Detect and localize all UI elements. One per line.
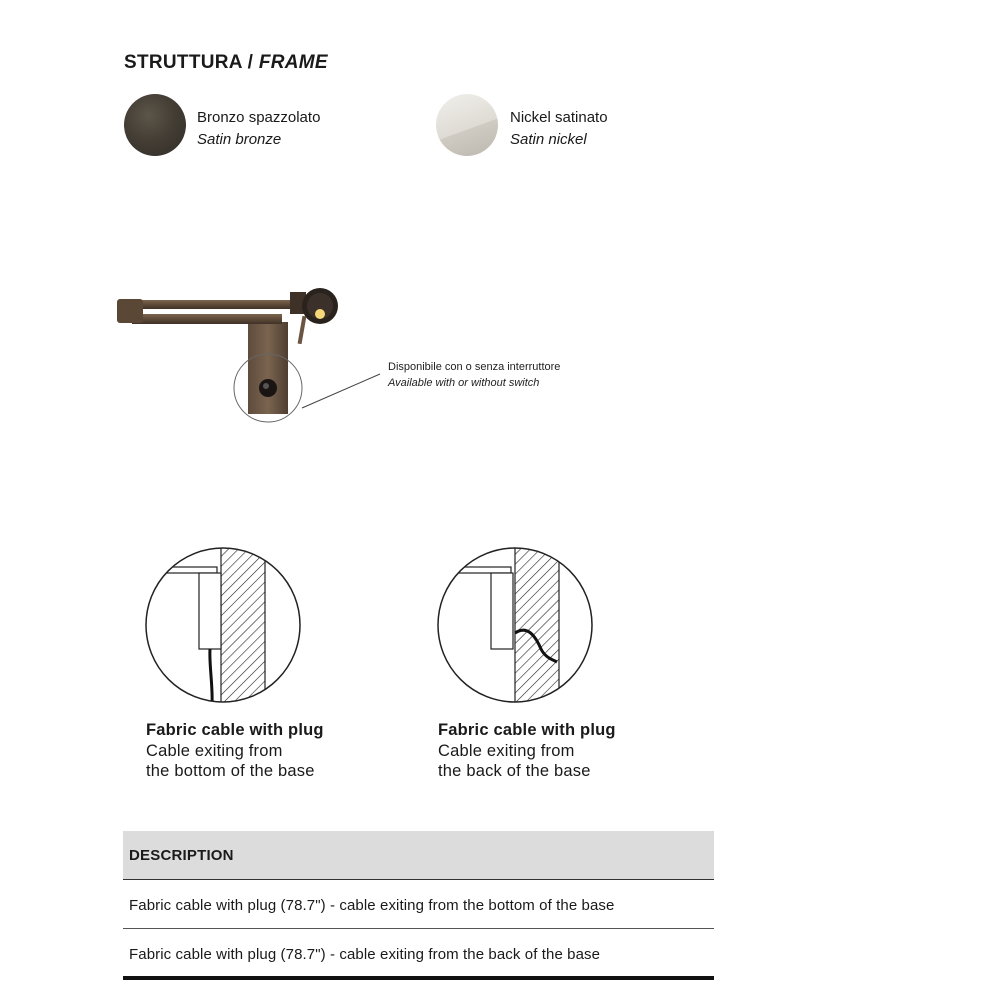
nickel-swatch xyxy=(436,94,498,156)
cable-back-line2: the back of the base xyxy=(438,762,591,780)
cable-back-diagram xyxy=(435,545,595,705)
lamp-light-icon xyxy=(315,309,325,319)
wall-hatch xyxy=(221,545,265,705)
lamp-lower-arm xyxy=(132,314,282,324)
lamp-stem xyxy=(298,316,307,344)
section-title-en: FRAME xyxy=(258,52,328,73)
cable-bottom-line1: Cable exiting from xyxy=(146,741,283,760)
section-title-it: STRUTTURA / xyxy=(124,52,259,73)
nickel-name-en: Satin nickel xyxy=(510,131,587,148)
callout-leader-line xyxy=(302,374,380,408)
nickel-name-it: Nickel satinato xyxy=(510,109,608,126)
cable-bottom-line2: the bottom of the base xyxy=(146,762,315,780)
description-row: Fabric cable with plug (78.7") - cable exiting from the bottom of the base xyxy=(123,880,714,929)
bronze-name-en: Satin bronze xyxy=(197,131,282,148)
description-table xyxy=(123,831,714,980)
cable-bottom-diagram xyxy=(143,545,303,705)
nickel-finish-label xyxy=(510,107,608,151)
bronze-name-it: Bronzo spazzolato xyxy=(197,109,321,126)
switch-note-it: Disponibile con o senza interruttore xyxy=(388,361,561,373)
switch-note xyxy=(388,359,560,391)
lamp-upper-arm xyxy=(140,300,300,309)
switch-note-en: Available with or without switch xyxy=(388,377,540,389)
lamp-arm-outline xyxy=(143,567,217,573)
switch-highlight xyxy=(263,383,269,389)
bronze-finish-label xyxy=(197,107,320,151)
description-header: DESCRIPTION xyxy=(123,831,714,880)
cable-bottom-caption xyxy=(146,720,324,782)
description-row: Fabric cable with plug (78.7") - cable exiting from the back of the base xyxy=(123,929,714,980)
lamp-base xyxy=(248,322,288,414)
lamp-arm-outline xyxy=(435,567,511,573)
cable-line xyxy=(210,649,212,705)
lamp-pivot xyxy=(117,299,143,323)
section-title xyxy=(124,52,328,74)
cable-back-caption xyxy=(438,720,616,782)
lamp-base-outline xyxy=(199,573,221,649)
wall-lamp-image xyxy=(110,270,400,435)
cable-bottom-title: Fabric cable with plug xyxy=(146,721,324,739)
cable-back-title: Fabric cable with plug xyxy=(438,721,616,739)
bronze-swatch xyxy=(124,94,186,156)
wall-hatch xyxy=(515,545,559,705)
cable-back-line1: Cable exiting from xyxy=(438,741,575,760)
lamp-base-outline xyxy=(491,573,513,649)
